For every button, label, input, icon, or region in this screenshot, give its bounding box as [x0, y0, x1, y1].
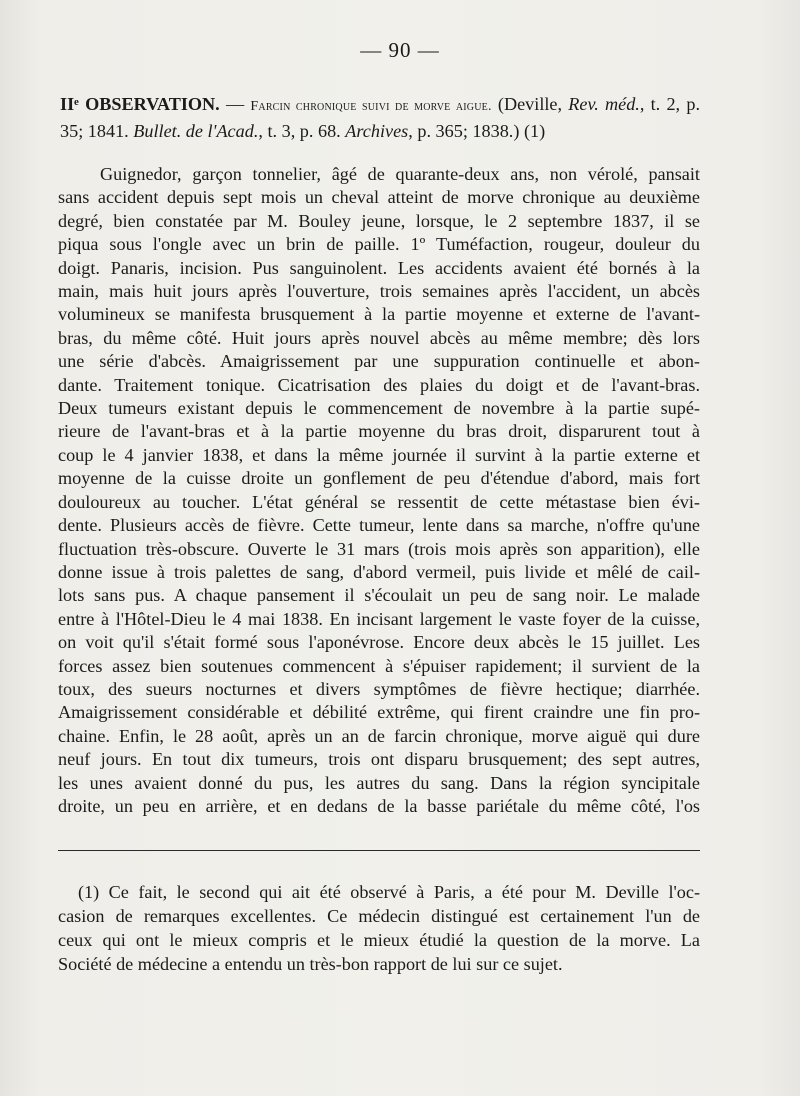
footnote-separator	[58, 850, 700, 851]
reference-part-1: (Deville,	[491, 94, 569, 114]
body-line: Guignedor, garçon tonnelier, âgé de quarante-deux ans, non vérolé, pansait	[100, 164, 700, 184]
body-line: piqua sous l'ongle avec un brin de paille. 1º Tuméfaction, rougeur, douleur du	[58, 234, 700, 255]
body-line: volumineux se manifesta brusquement à la partie moyenne et externe de l'avant-	[58, 304, 700, 325]
body-line: Deux tumeurs existant depuis le commencement de novembre à la partie supé-	[58, 398, 700, 419]
body-line: douloureux au toucher. L'état général se ressentit de cette métastase bien évi-	[58, 491, 700, 512]
reference-journal-2: Bullet. de l'Acad.	[133, 121, 259, 141]
body-line: entre à l'Hôtel-Dieu le 4 mai 1838. En incisant largement le vaste foyer de la cuisse,	[58, 608, 700, 629]
body-line: donne issue à trois palettes de sang, d'abord vermeil, puis livide et mêlé de cail-	[58, 561, 700, 582]
page-number: — 90 —	[360, 38, 440, 62]
observation-label: IIᵉ OBSERVATION.	[60, 94, 220, 114]
footnote-line: (1) Ce fait, le second qui ait été observé à Paris, a été pour M. Deville l'oc-	[78, 882, 700, 902]
body-line: chaine. Enfin, le 28 août, après un an de farcin chronique, morve aiguë qui dure	[58, 725, 700, 746]
body-line: forces assez bien soutenues commencent à s'épuiser rapidement; il survient de la	[58, 655, 700, 676]
body-line: degré, bien constatée par M. Bouley jeune, lorsque, le 2 septembre 1837, il se	[58, 210, 700, 231]
body-line: dente. Plusieurs accès de fièvre. Cette tumeur, lente dans sa marche, n'offre qu'une	[58, 515, 700, 536]
body-line: droite, un peu en arrière, et en dedans de la basse pariétale du même côté, l'os	[58, 795, 700, 816]
observation-heading	[60, 92, 700, 144]
reference-journal-3: Archives	[345, 121, 409, 141]
body-line: une série d'abcès. Amaigrissement par une suppuration continuelle et abon-	[58, 351, 700, 372]
body-line: neuf jours. En tout dix tumeurs, trois ont disparu brusquement; des sept autres,	[58, 749, 700, 770]
body-line: bras, du même côté. Huit jours après nouvel abcès au même membre; dès lors	[58, 327, 700, 348]
observation-body	[58, 163, 700, 818]
body-line: sans accident depuis sept mois un cheval atteint de morve chronique au deuxième	[58, 187, 700, 208]
footnote-line: casion de remarques excellentes. Ce médecin distingué est certainement l'un de	[58, 906, 700, 926]
reference-part-3: , t. 2, p. 35; 1841.	[60, 94, 700, 141]
body-line: coup le 4 janvier 1838, et dans la même journée il survint à la partie externe et	[58, 444, 700, 465]
reference-part-5: , t. 3, p. 68.	[258, 121, 346, 141]
body-line: dante. Traitement tonique. Cicatrisation des plaies du doigt et de l'avant-bras.	[58, 374, 700, 395]
body-line: main, mais huit jours après l'ouverture, trois semaines après l'accident, un abcès	[58, 281, 700, 302]
body-line: moyenne de la cuisse droite un gonflement de peu d'étendue d'abord, mais fort	[58, 468, 700, 489]
heading-dash: —	[219, 94, 251, 114]
body-line: Amaigrissement considérable et débilité extrême, qui firent craindre une fin pro-	[58, 702, 700, 723]
footnote-line: ceux qui ont le mieux compris et le mieux étudié la question de la morve. La	[58, 930, 700, 950]
reference-journal-1: Rev. méd.	[568, 94, 640, 114]
reference-part-7: , p. 365; 1838.) (1)	[408, 121, 546, 141]
body-line: doigt. Panaris, incision. Pus sanguinolent. Les accidents avaient été bornés à la	[58, 257, 700, 278]
body-line: les unes avaient donné du pus, les autres du sang. Dans la région syncipitale	[58, 772, 700, 793]
body-line: lots sans pus. A chaque pansement il s'écoulait un peu de sang noir. Le malade	[58, 585, 700, 606]
body-line: on voit qu'il s'était formé sous l'aponévrose. Encore deux abcès le 15 juillet. Les	[58, 632, 700, 653]
observation-title: Farcin chronique suivi de morve aigue.	[250, 99, 492, 114]
footnote	[58, 880, 700, 976]
body-line: toux, des sueurs nocturnes et divers symptômes de fièvre hectique; diarrhée.	[58, 678, 700, 699]
footnote-line: Société de médecine a entendu un très-bon rapport de lui sur ce sujet.	[58, 954, 563, 974]
body-line: rieure de l'avant-bras et à la partie moyenne du bras droit, disparurent tout à	[58, 421, 700, 442]
body-line: fluctuation très-obscure. Ouverte le 31 mars (trois mois après son apparition), elle	[58, 538, 700, 559]
